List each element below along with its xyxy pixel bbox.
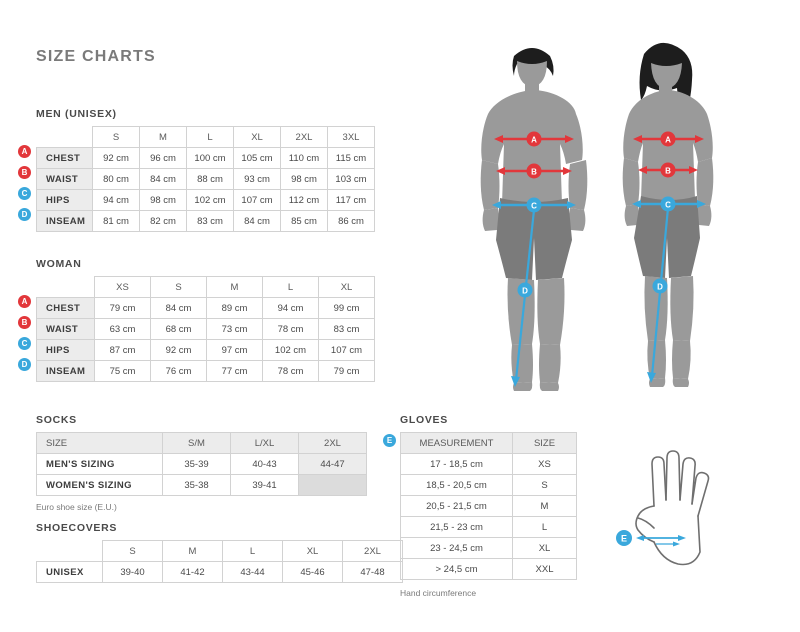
woman-col-5: XL: [319, 277, 375, 298]
shoecovers-section-heading: SHOECOVERS: [36, 522, 118, 534]
cell: 81 cm: [93, 211, 140, 232]
men-size-section: [36, 108, 374, 232]
socks-col-0: SIZE: [37, 433, 163, 454]
table-row: [37, 340, 375, 361]
table-header-row: [401, 433, 577, 454]
cell: 80 cm: [93, 169, 140, 190]
shoecovers-row-label-unisex: UNISEX: [37, 562, 103, 583]
men-section-heading: MEN (UNISEX): [36, 108, 117, 120]
cell: 79 cm: [319, 361, 375, 382]
cell: 47-48: [343, 562, 403, 583]
cell: 78 cm: [263, 319, 319, 340]
cell: 75 cm: [95, 361, 151, 382]
socks-section-heading: SOCKS: [36, 414, 77, 426]
male-figure: [481, 48, 588, 391]
cell: 84 cm: [234, 211, 281, 232]
table-row: [401, 538, 577, 559]
cell: L: [513, 517, 577, 538]
cell: 40-43: [231, 454, 299, 475]
table-row: [401, 496, 577, 517]
table-row: [37, 298, 375, 319]
table-row: [37, 454, 367, 475]
cell: 102 cm: [263, 340, 319, 361]
woman-size-section: [36, 258, 374, 382]
page-title: SIZE CHARTS: [36, 48, 156, 65]
table-header-row: [37, 541, 403, 562]
men-col-3: L: [187, 127, 234, 148]
cell: 68 cm: [151, 319, 207, 340]
cell: 41-42: [163, 562, 223, 583]
woman-section-heading: WOMAN: [36, 258, 82, 270]
table-row: [37, 319, 375, 340]
gloves-note: Hand circumference: [400, 588, 477, 598]
svg-text:A: A: [665, 135, 671, 145]
cell: 107 cm: [234, 190, 281, 211]
cell: 23 - 24,5 cm: [401, 538, 513, 559]
cell: 45-46: [283, 562, 343, 583]
gloves-col-1: SIZE: [513, 433, 577, 454]
cell: 98 cm: [281, 169, 328, 190]
badge-a-woman: A: [18, 295, 31, 308]
woman-col-1: XS: [95, 277, 151, 298]
men-row-label-inseam: INSEAM: [37, 211, 93, 232]
cell: 94 cm: [93, 190, 140, 211]
cell: 73 cm: [207, 319, 263, 340]
cell: 76 cm: [151, 361, 207, 382]
table-row: [37, 148, 375, 169]
cell: 87 cm: [95, 340, 151, 361]
cell: 102 cm: [187, 190, 234, 211]
cell: 82 cm: [140, 211, 187, 232]
cell: 39-41: [231, 475, 299, 496]
gloves-section-heading: GLOVES: [400, 414, 448, 426]
cell: 35-39: [163, 454, 231, 475]
cell: 78 cm: [263, 361, 319, 382]
socks-section: [36, 414, 366, 512]
cell: 117 cm: [328, 190, 375, 211]
table-header-row: [37, 433, 367, 454]
cell: 21,5 - 23 cm: [401, 517, 513, 538]
cell: > 24,5 cm: [401, 559, 513, 580]
table-row: [401, 475, 577, 496]
cell: 97 cm: [207, 340, 263, 361]
table-row: [37, 169, 375, 190]
socks-row-label-womens: WOMEN'S SIZING: [37, 475, 163, 496]
table-header-row: [37, 277, 375, 298]
cell: 39-40: [103, 562, 163, 583]
socks-col-1: S/M: [163, 433, 231, 454]
cell: 92 cm: [93, 148, 140, 169]
female-figure: [623, 43, 714, 387]
cell: XL: [513, 538, 577, 559]
woman-col-2: S: [151, 277, 207, 298]
woman-row-label-inseam: INSEAM: [37, 361, 95, 382]
cell: 105 cm: [234, 148, 281, 169]
svg-text:C: C: [531, 201, 537, 211]
gloves-section: [400, 414, 576, 598]
socks-row-label-mens: MEN'S SIZING: [37, 454, 163, 475]
shoecovers-section: [36, 522, 402, 583]
cell: 84 cm: [140, 169, 187, 190]
table-header-row: [37, 127, 375, 148]
svg-text:B: B: [531, 167, 537, 177]
cell: 112 cm: [281, 190, 328, 211]
cell: S: [513, 475, 577, 496]
cell: 83 cm: [319, 319, 375, 340]
socks-col-3: 2XL: [299, 433, 367, 454]
cell: 77 cm: [207, 361, 263, 382]
table-row: [401, 454, 577, 475]
svg-text:A: A: [531, 135, 537, 145]
table-row: [37, 211, 375, 232]
shoecovers-col-2: M: [163, 541, 223, 562]
men-row-label-waist: WAIST: [37, 169, 93, 190]
cell: 63 cm: [95, 319, 151, 340]
shoecovers-col-1: S: [103, 541, 163, 562]
gloves-table: [400, 432, 577, 580]
cell: 99 cm: [319, 298, 375, 319]
cell: 92 cm: [151, 340, 207, 361]
svg-text:D: D: [522, 286, 528, 296]
socks-table: [36, 432, 367, 496]
svg-text:D: D: [657, 282, 663, 292]
cell: 107 cm: [319, 340, 375, 361]
woman-col-0: [37, 277, 95, 298]
cell: 84 cm: [151, 298, 207, 319]
cell: 85 cm: [281, 211, 328, 232]
cell: XXL: [513, 559, 577, 580]
cell: 79 cm: [95, 298, 151, 319]
cell: 103 cm: [328, 169, 375, 190]
table-row: [37, 190, 375, 211]
men-col-4: XL: [234, 127, 281, 148]
badge-e-gloves: E: [383, 434, 396, 447]
woman-row-label-hips: HIPS: [37, 340, 95, 361]
cell: 89 cm: [207, 298, 263, 319]
men-row-label-chest: CHEST: [37, 148, 93, 169]
cell: 98 cm: [140, 190, 187, 211]
hand-illustration: [610, 448, 730, 578]
table-row: [401, 559, 577, 580]
badge-a-men: A: [18, 145, 31, 158]
svg-text:C: C: [665, 200, 671, 210]
socks-col-2: L/XL: [231, 433, 299, 454]
cell: 93 cm: [234, 169, 281, 190]
men-row-label-hips: HIPS: [37, 190, 93, 211]
badge-d-woman: D: [18, 358, 31, 371]
svg-text:E: E: [620, 533, 628, 544]
shoecovers-col-3: L: [223, 541, 283, 562]
cell: 44-47: [299, 454, 367, 475]
cell: 35-38: [163, 475, 231, 496]
men-col-2: M: [140, 127, 187, 148]
shoecovers-col-5: 2XL: [343, 541, 403, 562]
cell-empty: [299, 475, 367, 496]
table-row: [37, 361, 375, 382]
cell: 83 cm: [187, 211, 234, 232]
cell: 18,5 - 20,5 cm: [401, 475, 513, 496]
cell: 88 cm: [187, 169, 234, 190]
shoecovers-table: [36, 540, 403, 583]
men-col-1: S: [93, 127, 140, 148]
men-col-0: [37, 127, 93, 148]
woman-size-table: [36, 276, 375, 382]
table-row: [37, 475, 367, 496]
badge-b-men: B: [18, 166, 31, 179]
cell: 96 cm: [140, 148, 187, 169]
badge-b-woman: B: [18, 316, 31, 329]
body-figures-illustration: [470, 28, 780, 408]
shoecovers-col-4: XL: [283, 541, 343, 562]
badge-d-men: D: [18, 208, 31, 221]
men-col-5: 2XL: [281, 127, 328, 148]
shoecovers-col-0: [37, 541, 103, 562]
table-row: [401, 517, 577, 538]
table-row: [37, 562, 403, 583]
cell: 94 cm: [263, 298, 319, 319]
men-col-6: 3XL: [328, 127, 375, 148]
cell: 110 cm: [281, 148, 328, 169]
cell: 100 cm: [187, 148, 234, 169]
cell: XS: [513, 454, 577, 475]
socks-note: Euro shoe size (E.U.): [36, 502, 117, 512]
woman-col-4: L: [263, 277, 319, 298]
cell: 115 cm: [328, 148, 375, 169]
woman-row-label-chest: CHEST: [37, 298, 95, 319]
cell: 86 cm: [328, 211, 375, 232]
cell: 43-44: [223, 562, 283, 583]
gloves-col-0: MEASUREMENT: [401, 433, 513, 454]
svg-text:B: B: [665, 166, 671, 176]
badge-c-woman: C: [18, 337, 31, 350]
woman-row-label-waist: WAIST: [37, 319, 95, 340]
men-size-table: [36, 126, 375, 232]
cell: M: [513, 496, 577, 517]
woman-col-3: M: [207, 277, 263, 298]
cell: 17 - 18,5 cm: [401, 454, 513, 475]
cell: 20,5 - 21,5 cm: [401, 496, 513, 517]
badge-c-men: C: [18, 187, 31, 200]
